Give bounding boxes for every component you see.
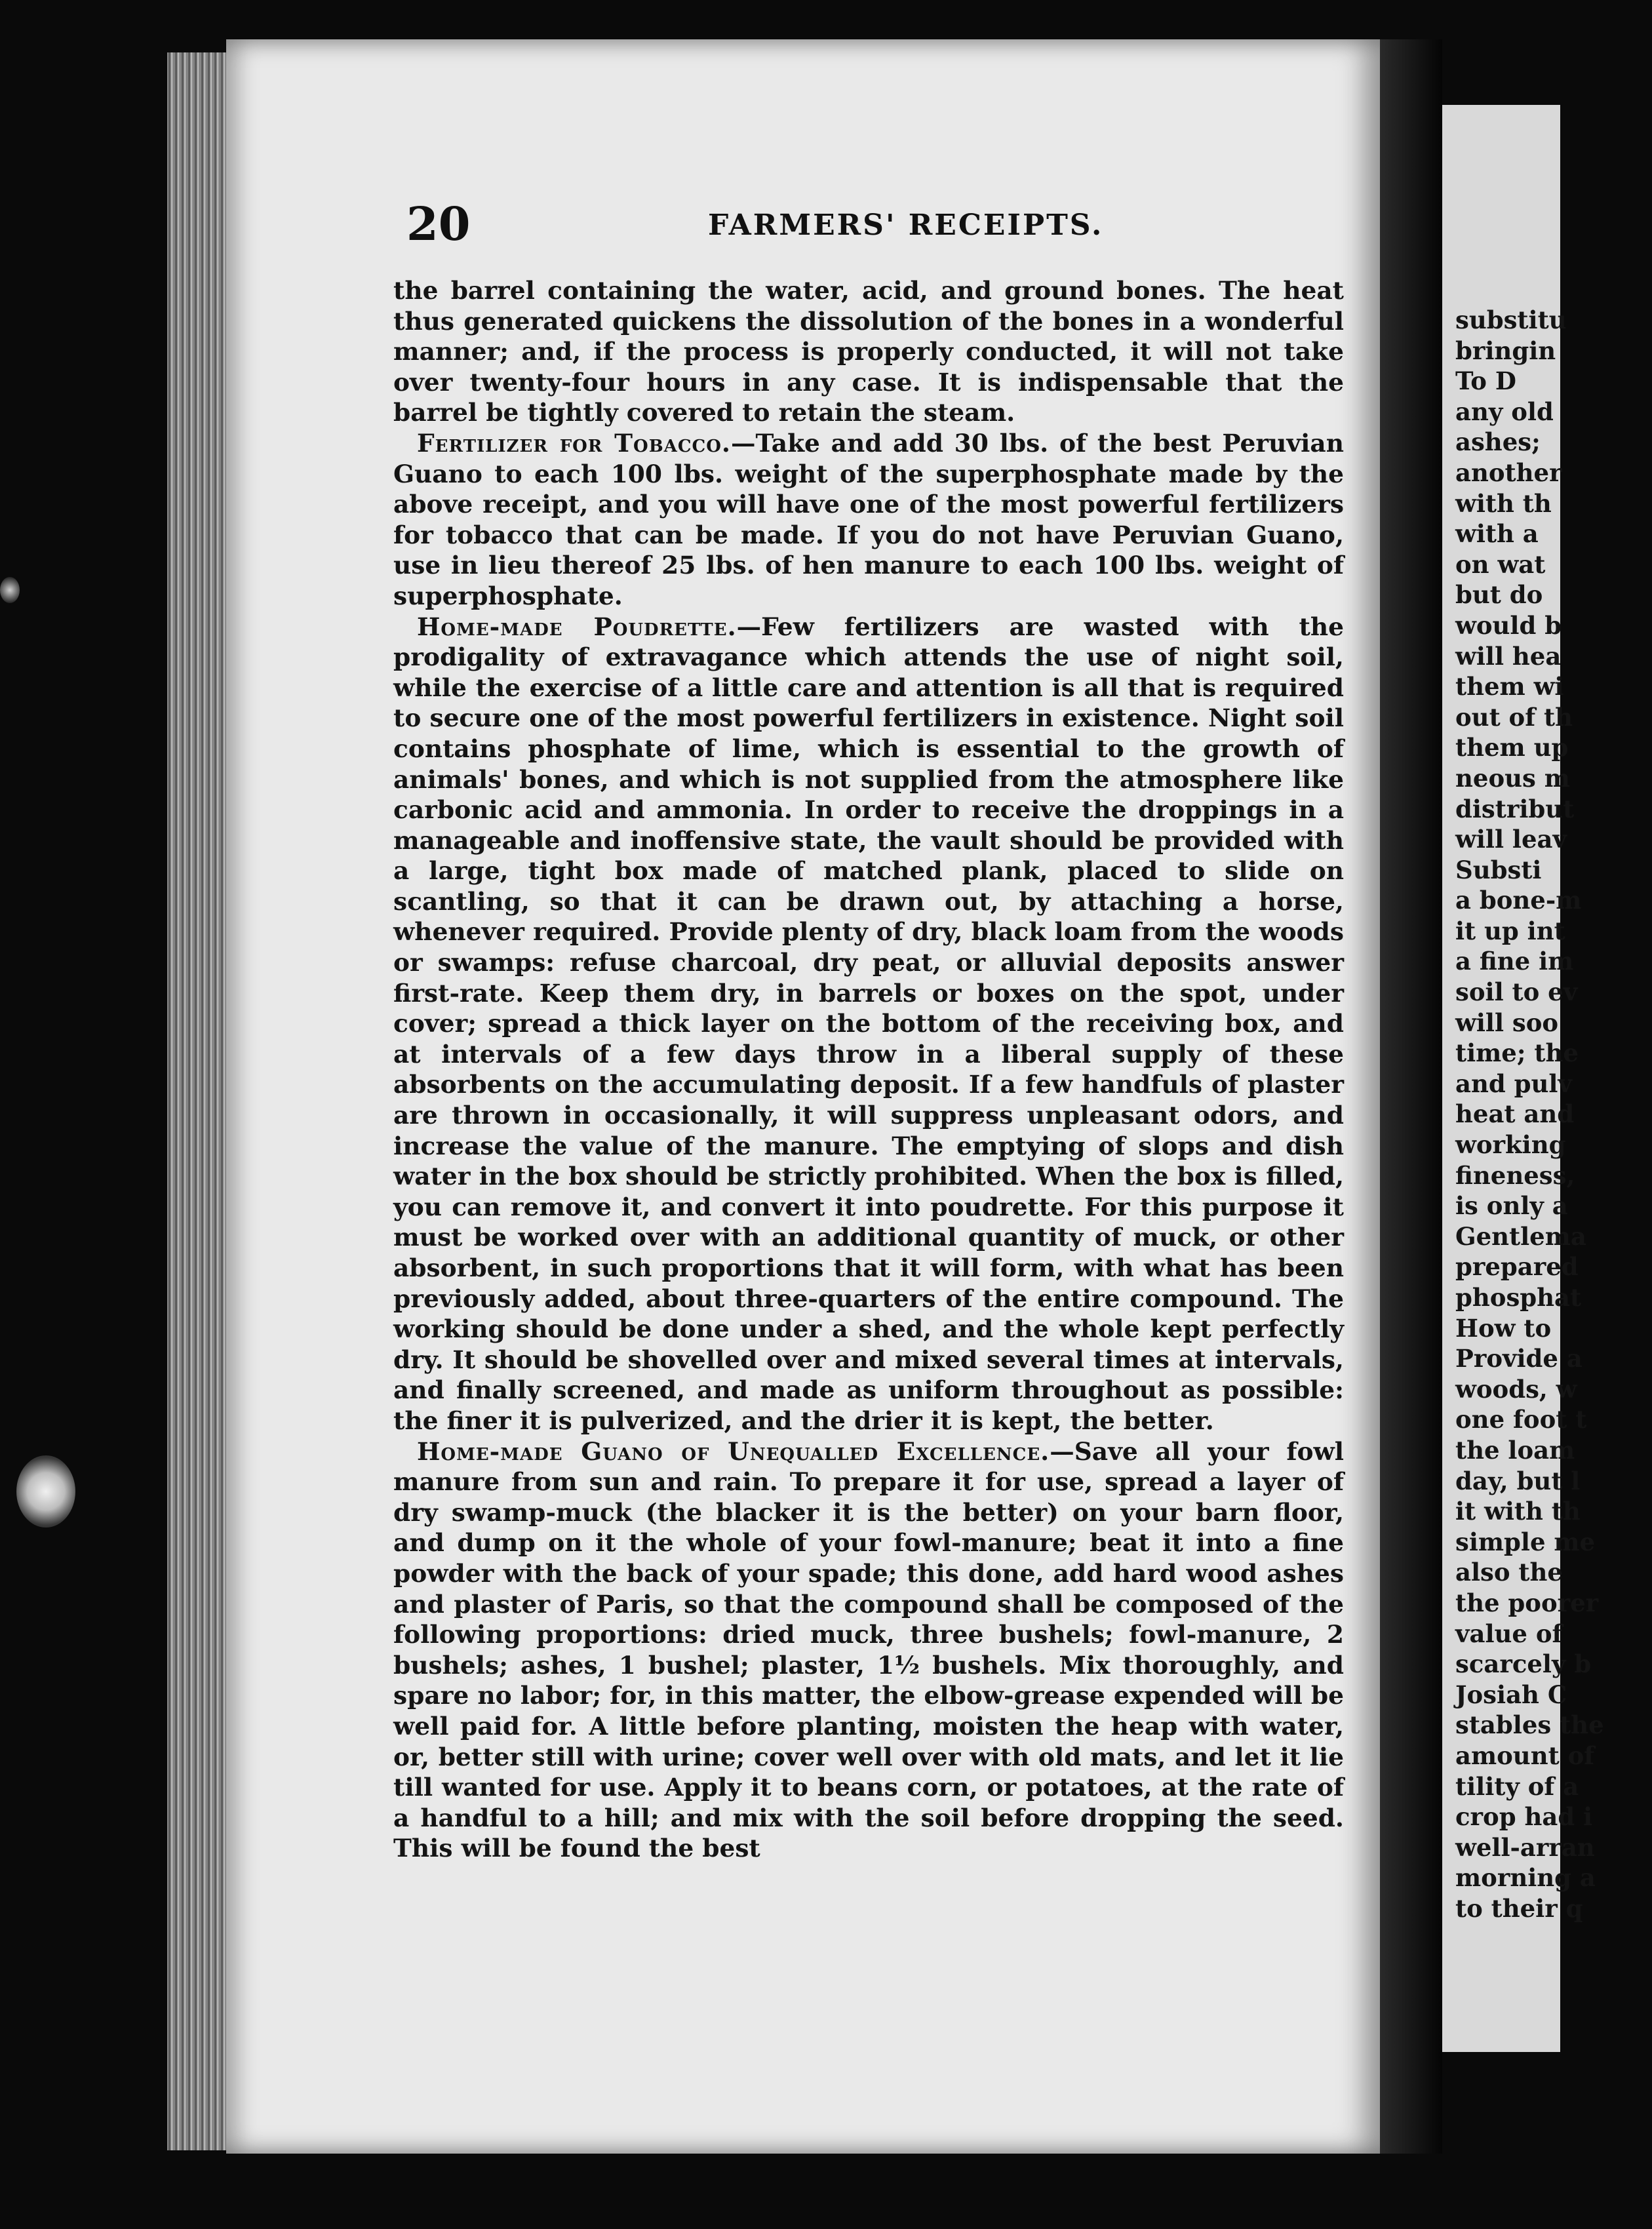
facing-page-line: Substi — [1455, 855, 1542, 884]
section-body: —Few fertilizers are wasted with the prodigality of extravagance which attends the use of night soil, while the exercise of a little care and attention is all that is required to secure one of the most powerful fertilizers in existence. Night soil contains phosphate of lime, which is essential to the growth of animals' bones, and which is not supplied from the atmosphere like carbonic acid and ammonia. In order to receive the droppings in a manageable and inoffensive state, the vault should be provided with a large, tight box made of matched plank, placed to slide on scantling, so that it can be drawn out, by attaching a horse, whenever required. Provide plenty of dry, black loam from the woods or swamps: refuse charcoal, dry peat, or alluvial deposits answer first-rate. Keep them dry, in barrels or boxes on the spot, under cover; spread a thick layer on the bottom of the receiving box, and at intervals of a few days throw in a liberal supply of these absorbents on the accumulating deposit. If a few handfuls of plaster are thrown in occasionally, it will suppress unpleasant odors, and increase the value of the manure. The emptying of slops and dish water in the box should be strictly prohibited. When the box is filled, you can remove it, and convert it into poudrette. For this purpose it must be worked over with an additional quantity of muck, or other absorbent, in such proportions that it will form, with what has been previously added, about three-quarters of the entire compound. The working should be done under a shed, and the whole kept perfectly dry. It should be shovelled over and mixed several times at intervals, and finally screened, and made as uniform throughout as possible: the finer it is pulverized, and the drier it is kept, the better. — [393, 612, 1344, 1435]
facing-page-line: is only a — [1455, 1191, 1568, 1221]
facing-page-line: it with th — [1455, 1497, 1581, 1526]
facing-page-line: one foot t — [1455, 1405, 1587, 1434]
facing-page-line: day, but l — [1455, 1466, 1581, 1495]
facing-page-line: out of th — [1455, 702, 1573, 732]
facing-page — [1442, 105, 1604, 2052]
paragraph-poudrette — [393, 612, 1344, 1436]
facing-page-line: scarcely b — [1455, 1649, 1592, 1679]
section-body: —Take and add 30 lbs. of the best Peruvian Guano to each 100 lbs. weight of the superphosphate made by the above receipt, and you will have one of the most powerful fertilizers for tobacco that can be made. If you do not have Peruvian Guano, use in lieu thereof 25 lbs. of hen manure to each 100 lbs. weight of superphosphate. — [393, 428, 1344, 610]
facing-page-line: Gentlema — [1455, 1221, 1586, 1251]
facing-page-line: amount of — [1455, 1741, 1595, 1770]
facing-page-line: it up int — [1455, 916, 1565, 945]
facing-page-line: fineness, — [1455, 1160, 1575, 1190]
running-head — [406, 197, 1344, 262]
facing-page-line: ashes; — [1455, 427, 1541, 457]
facing-page-line: to their q — [1455, 1893, 1583, 1923]
paragraph-fertilizer-tobacco — [393, 428, 1344, 612]
facing-page-line: How to — [1455, 1313, 1552, 1343]
facing-page-line: but do — [1455, 580, 1543, 610]
facing-page-line: also the — [1455, 1558, 1563, 1587]
facing-page-line: will soo — [1455, 1008, 1559, 1037]
facing-page-line: distribut — [1455, 794, 1575, 823]
facing-page-line: neous m — [1455, 763, 1570, 793]
facing-page-line: well-arran — [1455, 1832, 1595, 1862]
facing-page-text — [1455, 305, 1652, 1923]
facing-page-line: another — [1455, 458, 1562, 487]
facing-page-line: them up — [1455, 733, 1569, 762]
facing-page-line: simple me — [1455, 1527, 1596, 1556]
facing-page-line: phosphat — [1455, 1283, 1582, 1312]
facing-page-line: them wi — [1455, 672, 1564, 701]
facing-page-line: value of — [1455, 1619, 1563, 1648]
facing-page-line: with a — [1455, 519, 1539, 549]
facing-page-line: woods, w — [1455, 1374, 1577, 1404]
section-heading: Home-made Guano of Unequalled Excellence. — [417, 1436, 1050, 1466]
facing-page-line: on wat — [1455, 549, 1546, 579]
page-edge — [167, 52, 226, 2150]
main-text-column — [393, 275, 1344, 1864]
facing-page-line: will leav — [1455, 825, 1567, 854]
facing-page-line: and pulv — [1455, 1069, 1572, 1098]
facing-page-line: morning a — [1455, 1863, 1596, 1893]
facing-page-line: the poorer — [1455, 1588, 1599, 1617]
page-number: 20 — [406, 197, 471, 251]
facing-page-line: any old — [1455, 397, 1554, 426]
facing-page-line: To D — [1455, 366, 1516, 396]
facing-page-line: heat and — [1455, 1099, 1575, 1129]
facing-page-line: Provide a — [1455, 1344, 1583, 1373]
facing-page-line: Josiah C — [1455, 1680, 1567, 1709]
facing-page-line: substitu — [1455, 306, 1567, 334]
facing-page-line: a bone-m — [1455, 886, 1582, 915]
facing-page-line: prepared — [1455, 1252, 1579, 1282]
facing-page-line: stables the — [1455, 1710, 1604, 1740]
book-gutter — [1380, 39, 1442, 2154]
scan-blemish-large — [16, 1455, 75, 1528]
facing-page-line: bringin — [1455, 336, 1556, 365]
facing-page-line: time; the — [1455, 1038, 1579, 1068]
facing-page-line: would b — [1455, 610, 1562, 640]
running-title: FARMERS' RECEIPTS. — [708, 208, 1104, 242]
section-heading: Fertilizer for Tobacco. — [417, 428, 731, 458]
scan-blemish — [0, 577, 20, 603]
paragraph-guano — [393, 1436, 1344, 1864]
facing-page-line: tility of a — [1455, 1771, 1579, 1801]
facing-page-line: with th — [1455, 488, 1552, 518]
facing-page-line: a fine im — [1455, 947, 1574, 976]
facing-page-line: soil to ev — [1455, 977, 1578, 1007]
facing-page-line: working — [1455, 1130, 1566, 1160]
section-heading: Home-made Poudrette. — [417, 612, 737, 641]
facing-page-line: will hea — [1455, 641, 1562, 671]
facing-page-line: crop had i — [1455, 1802, 1593, 1832]
facing-page-line: the loam — [1455, 1435, 1575, 1465]
section-body: —Save all your fowl manure from sun and rain. To prepare it for use, spread a layer of dry swamp-muck (the blacker it is the better) on your barn floor, and dump on it the whole of your fowl-manure; beat it into a fine powder with the back of your spade; this done, add hard wood ashes and plaster of Paris, so that the compound shall be composed of the following proportions: dried muck, three bushels; fowl-manure, 2 bushels; ashes, 1 bushel; plaster, 1½ bushels. Mix thoroughly, and spare no labor; for, in this matter, the elbow-grease expended will be well paid for. A little before planting, moisten the heap with water, or, better still with urine; cover well over with old mats, and let it lie till wanted for use. Apply it to beans corn, or potatoes, at the rate of a handful to a hill; and mix with the soil before dropping the seed. This will be found the best — [393, 1436, 1344, 1863]
continued-paragraph: the barrel containing the water, acid, and ground bones. The heat thus generated quickens the dissolution of the bones in a wonderful manner; and, if the process is properly conducted, it will not take over twenty-four hours in any case. It is indispensable that the barrel be tightly covered to retain the steam. — [393, 276, 1344, 427]
